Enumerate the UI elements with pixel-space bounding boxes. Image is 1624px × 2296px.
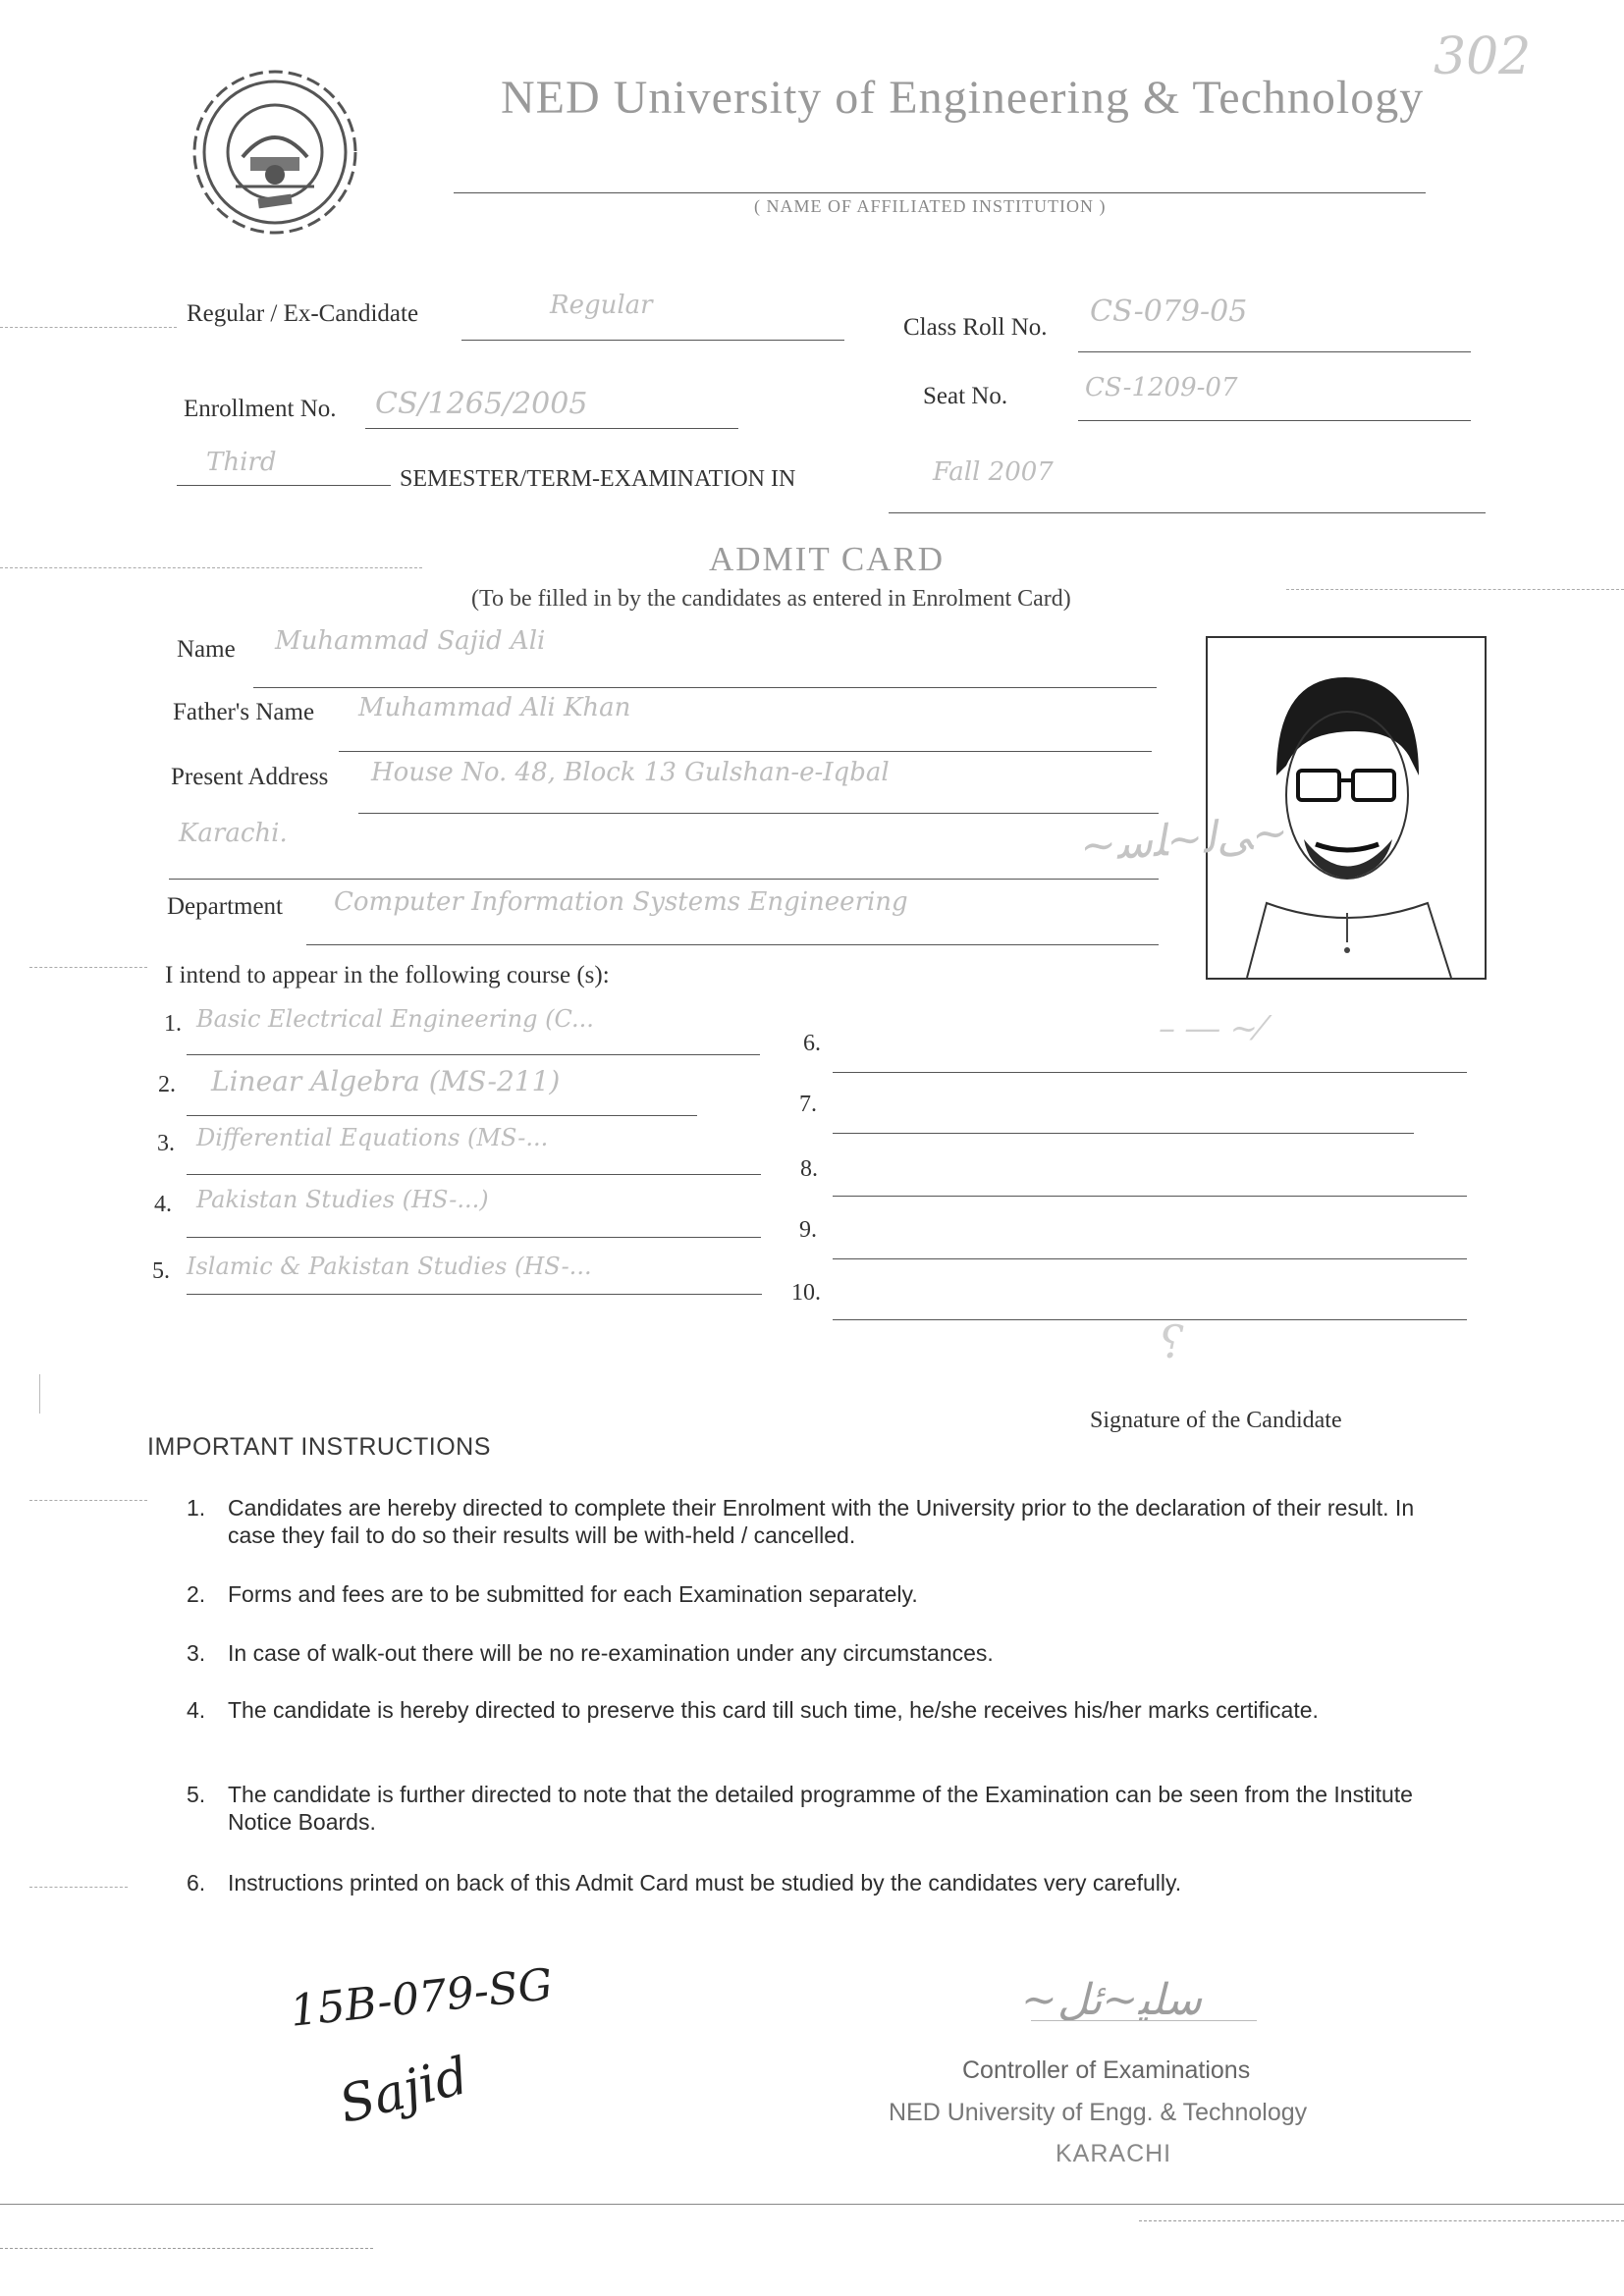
course-line [187, 1115, 697, 1116]
candidate-photo [1208, 638, 1485, 978]
instruction-number: 4. [187, 1697, 206, 1723]
controller-signature: ~ﺳﻠﻴ~ﺋﻞ [1021, 1975, 1203, 2025]
enrollment-line [365, 428, 738, 429]
address-label: Present Address [171, 764, 329, 790]
exam-period-line [889, 512, 1486, 513]
admit-card-title: ADMIT CARD [709, 540, 946, 578]
bottom-rule [0, 2204, 1624, 2205]
separator-dash [0, 327, 177, 328]
handwritten-name: Sajid [333, 2046, 474, 2136]
separator-dash [0, 567, 422, 568]
seat-value[interactable]: CS-1209-07 [1085, 373, 1238, 402]
semester-label: SEMESTER/TERM-EXAMINATION IN [400, 466, 796, 492]
university-seal [182, 59, 368, 245]
course-number: 4. [154, 1192, 172, 1217]
controller-signature-line [1031, 2020, 1257, 2021]
instruction-text: The candidate is hereby directed to preserve this card till such time, he/she receives his/her marks certificate. [228, 1697, 1319, 1723]
instruction-text: In case of walk-out there will be no re-examination under any circumstances. [228, 1640, 994, 1666]
father-name-line [339, 751, 1152, 752]
course-number: 1. [164, 1011, 182, 1037]
course-number: 5. [152, 1258, 170, 1284]
handwritten-roll-number: 15B-079-SG [288, 1959, 556, 2037]
seat-line [1078, 420, 1471, 421]
page-mark: 302 [1434, 27, 1532, 86]
class-roll-value[interactable]: CS-079-05 [1090, 294, 1248, 329]
address-line-2[interactable]: Karachi. [179, 819, 288, 848]
affiliated-institution-caption: ( NAME OF AFFILIATED INSTITUTION ) [754, 196, 1107, 216]
exam-period-value[interactable]: Fall 2007 [933, 457, 1054, 487]
course-line [833, 1258, 1467, 1259]
admit-card-subtitle: (To be filled in by the candidates as entered in Enrolment Card) [471, 586, 1071, 612]
name-value[interactable]: Muhammad Sajid Ali [275, 626, 546, 656]
photo-box [1206, 636, 1487, 980]
semester-value[interactable]: Third [206, 448, 277, 477]
department-label: Department [167, 893, 284, 920]
name-label: Name [177, 636, 236, 663]
controller-city: KARACHI [1056, 2140, 1172, 2167]
margin-mark [39, 1374, 43, 1414]
instruction-number: 3. [187, 1640, 206, 1666]
instruction-number: 5. [187, 1782, 206, 1807]
course-number: 9. [799, 1217, 817, 1243]
separator-dash [29, 1500, 147, 1501]
bottom-rule-3 [1139, 2220, 1624, 2221]
course-value[interactable]: Basic Electrical Engineering (C... [196, 1005, 594, 1033]
instruction-text: Candidates are hereby directed to complete their Enrolment with the University prior to the declaration of their result. In case they fail to do so their results will be with-held / cancelled. [228, 1495, 1415, 1548]
enrollment-value[interactable]: CS/1265/2005 [375, 387, 588, 421]
name-line [253, 687, 1157, 688]
candidate-type-label: Regular / Ex-Candidate [187, 300, 419, 327]
course-number: 8. [800, 1156, 818, 1182]
candidate-signature-mark: ⸮ [1159, 1315, 1183, 1368]
course-number: 2. [158, 1072, 176, 1097]
class-roll-line [1078, 351, 1471, 352]
course-line [833, 1196, 1467, 1197]
instruction-text: The candidate is further directed to note that the detailed programme of the Examination can be seen from the Institute Notice Boards. [228, 1782, 1413, 1835]
course-value[interactable]: Linear Algebra (MS-211) [211, 1065, 561, 1097]
instruction-text: Instructions printed on back of this Admit Card must be studied by the candidates very carefully. [228, 1870, 1182, 1896]
course-line [187, 1174, 761, 1175]
address-line-2-rule [169, 879, 1159, 880]
courses-intro: I intend to appear in the following course (s): [165, 962, 610, 988]
course-number: 7. [799, 1092, 817, 1117]
instruction-number: 1. [187, 1495, 206, 1521]
course-line [833, 1072, 1467, 1073]
course-line [187, 1237, 761, 1238]
bottom-rule-2 [0, 2248, 373, 2249]
instruction-number: 6. [187, 1870, 206, 1896]
class-roll-label: Class Roll No. [903, 314, 1048, 341]
course-number: 10. [791, 1280, 821, 1306]
course-value[interactable]: Differential Equations (MS-... [196, 1124, 549, 1151]
instruction-text: Forms and fees are to be submitted for each Examination separately. [228, 1581, 918, 1607]
university-title: NED University of Engineering & Technology [501, 72, 1425, 124]
semester-line [177, 485, 391, 486]
father-name-label: Father's Name [173, 699, 315, 725]
department-value[interactable]: Computer Information Systems Engineering [334, 887, 908, 917]
affiliated-institution-line [454, 192, 1426, 193]
course-strike-mark: – ― ~⁄ [1159, 1009, 1264, 1048]
separator-dash [29, 967, 147, 968]
course-number: 3. [157, 1131, 175, 1156]
course-number: 6. [803, 1031, 821, 1056]
course-line [187, 1054, 760, 1055]
course-line [833, 1319, 1467, 1320]
address-line-1[interactable]: House No. 48, Block 13 Gulshan-e-Iqbal [371, 758, 890, 787]
father-name-value[interactable]: Muhammad Ali Khan [358, 693, 631, 722]
seat-label: Seat No. [923, 383, 1008, 409]
instruction-number: 2. [187, 1581, 206, 1607]
separator-dash [29, 1887, 128, 1888]
candidate-type-line [461, 340, 844, 341]
photo-attestation-signature: ~ﻰﻟ~ﻠﺳ~ [1078, 807, 1290, 873]
course-line [187, 1294, 762, 1295]
seal-graphic [182, 59, 368, 245]
separator-dash [1286, 589, 1624, 590]
instructions-title: IMPORTANT INSTRUCTIONS [147, 1433, 491, 1461]
controller-university: NED University of Engg. & Technology [889, 2099, 1308, 2126]
controller-title: Controller of Examinations [962, 2056, 1251, 2084]
signature-label: Signature of the Candidate [1090, 1408, 1342, 1433]
course-value[interactable]: Islamic & Pakistan Studies (HS-... [187, 1253, 592, 1280]
address-line-1-rule [358, 813, 1159, 814]
department-line [306, 944, 1159, 945]
candidate-type-value[interactable]: Regular [550, 291, 653, 320]
course-line [833, 1133, 1414, 1134]
course-value[interactable]: Pakistan Studies (HS-...) [196, 1186, 489, 1213]
enrollment-label: Enrollment No. [184, 396, 337, 422]
